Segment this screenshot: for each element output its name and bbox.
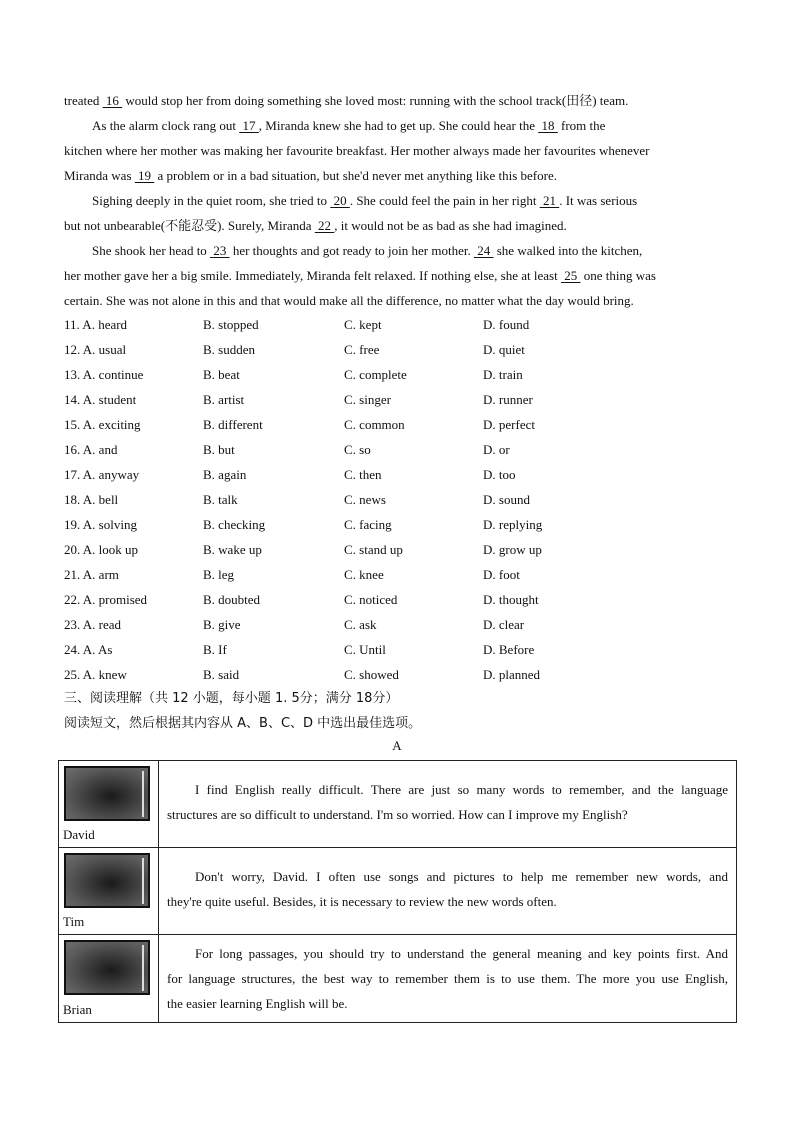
option-choice: C. facing	[344, 517, 392, 532]
avatar-cell	[59, 935, 159, 1023]
table-row	[59, 848, 737, 935]
option-choice: C. knee	[344, 567, 384, 582]
table-row	[59, 761, 737, 848]
option-row	[64, 537, 744, 562]
option-row	[64, 587, 744, 612]
option-choice: D. replying	[483, 517, 543, 532]
option-choice: D. runner	[483, 392, 533, 407]
blank-19: 19	[138, 168, 152, 183]
option-choice: B. doubted	[203, 592, 261, 607]
option-choice: C. complete	[344, 367, 407, 382]
passage-line: She shook her head to 23 her thoughts and got ready to join her mother. 24 she walked into the kitchen,	[92, 243, 643, 258]
option-choice: 21. A. arm	[64, 567, 119, 582]
option-choice: 17. A. anyway	[64, 467, 140, 482]
table-row	[59, 935, 737, 1023]
option-choice: D. sound	[483, 492, 530, 507]
option-choice: B. but	[203, 442, 235, 457]
option-row	[64, 562, 744, 587]
option-choice: 11. A. heard	[64, 317, 128, 332]
option-choice: B. leg	[203, 567, 235, 582]
option-choice: D. perfect	[483, 417, 535, 432]
option-row	[64, 412, 744, 437]
passage-line: treated 16 would stop her from doing something she loved most: running with the school track(田径) team.	[64, 93, 629, 108]
option-choice: B. wake up	[203, 542, 262, 557]
option-choice: D. found	[483, 317, 530, 332]
option-choice: C. singer	[344, 392, 391, 407]
section-instruction: 阅读短文，然后根据其内容从 A、B、C、D 中选出最佳选项。	[64, 716, 422, 731]
passage-line: her mother gave her a big smile. Immediately, Miranda felt relaxed. If nothing else, she at least 25 one thing was	[64, 268, 656, 283]
option-row	[64, 362, 744, 387]
section-heading: 三、阅读理解（共 12 小题，每小题 1. 5分；满分 18分）	[64, 691, 399, 706]
blank-18: 18	[541, 118, 555, 133]
blank-20: 20	[333, 193, 347, 208]
option-row	[64, 312, 744, 337]
option-choice: B. If	[203, 642, 227, 657]
option-choice: 15. A. exciting	[64, 417, 141, 432]
person-name: Tim	[63, 914, 85, 929]
option-choice: C. Until	[344, 642, 386, 657]
option-row	[64, 337, 744, 362]
passage-line: Sighing deeply in the quiet room, she tried to 20 . She could feel the pain in her right 21 . It was serious	[92, 193, 638, 208]
option-choice: B. talk	[203, 492, 238, 507]
option-choice: 13. A. continue	[64, 367, 144, 382]
option-choice: C. stand up	[344, 542, 403, 557]
option-choice: D. planned	[483, 667, 541, 682]
option-choice: D. Before	[483, 642, 535, 657]
option-choice: C. common	[344, 417, 405, 432]
option-choice: D. too	[483, 467, 516, 482]
option-choice: C. noticed	[344, 592, 398, 607]
option-choice: 18. A. bell	[64, 492, 119, 507]
option-choice: C. kept	[344, 317, 382, 332]
option-choice: B. checking	[203, 517, 266, 532]
option-row	[64, 512, 744, 537]
option-choice: 24. A. As	[64, 642, 113, 657]
reading-table	[58, 760, 737, 1023]
option-choice: C. free	[344, 342, 380, 357]
option-choice: 16. A. and	[64, 442, 118, 457]
blank-21: 21	[542, 193, 556, 208]
option-row	[64, 462, 744, 487]
person-name: David	[63, 827, 95, 842]
avatar	[64, 940, 150, 995]
passage-line: but not unbearable(不能忍受). Surely, Miranda 22 , it would not be as bad as she had imagined.	[64, 218, 567, 233]
option-choice: 12. A. usual	[64, 342, 127, 357]
blank-17: 17	[242, 118, 256, 133]
option-choice: C. then	[344, 467, 382, 482]
passage-line: As the alarm clock rang out 17 , Miranda knew she had to get up. She could hear the 18 from the	[92, 118, 606, 133]
option-choice: B. said	[203, 667, 240, 682]
passage-line: kitchen where her mother was making her favourite breakfast. Her mother always made her favourites whenever	[64, 143, 650, 158]
option-choice: B. again	[203, 467, 247, 482]
passage-label: A	[392, 738, 402, 753]
passage-line: certain. She was not alone in this and that would make all the difference, no matter what the day would bring.	[64, 293, 634, 308]
option-choice: D. train	[483, 367, 523, 382]
option-row	[64, 662, 744, 687]
option-choice: C. so	[344, 442, 371, 457]
option-choice: C. showed	[344, 667, 399, 682]
person-name: Brian	[63, 1002, 92, 1017]
message-cell: For long passages, you should try to understand the general meaning and key points first. And for language structures, the best way to remember them is to use them. The more you use English, the easier learning English will be.	[159, 935, 737, 1023]
option-choice: 20. A. look up	[64, 542, 139, 557]
option-choice: 14. A. student	[64, 392, 137, 407]
blank-25: 25	[564, 268, 578, 283]
option-row	[64, 637, 744, 662]
option-choice: B. artist	[203, 392, 245, 407]
message-cell: Don't worry, David. I often use songs and pictures to help me remember new words, and they're quite useful. Besides, it is necessary to review the new words often.	[159, 848, 737, 935]
blank-24: 24	[477, 243, 491, 258]
blank-23: 23	[213, 243, 227, 258]
option-choice: D. clear	[483, 617, 525, 632]
option-choice: D. foot	[483, 567, 520, 582]
option-choice: D. thought	[483, 592, 539, 607]
option-choice: 22. A. promised	[64, 592, 148, 607]
option-choice: D. or	[483, 442, 510, 457]
option-choice: B. give	[203, 617, 241, 632]
options-list	[64, 312, 744, 687]
option-choice: 25. A. knew	[64, 667, 127, 682]
option-choice: B. different	[203, 417, 263, 432]
option-row	[64, 612, 744, 637]
message-cell: I find English really difficult. There are just so many words to remember, and the language structures are so difficult to understand. I'm so worried. How can I improve my English?	[159, 761, 737, 848]
option-row	[64, 387, 744, 412]
avatar-cell	[59, 761, 159, 848]
blank-22: 22	[318, 218, 332, 233]
option-choice: D. grow up	[483, 542, 542, 557]
option-row	[64, 487, 744, 512]
option-choice: C. ask	[344, 617, 377, 632]
option-choice: 19. A. solving	[64, 517, 137, 532]
blank-16: 16	[105, 93, 119, 108]
avatar-cell	[59, 848, 159, 935]
option-choice: D. quiet	[483, 342, 525, 357]
avatar	[64, 853, 150, 908]
option-choice: 23. A. read	[64, 617, 122, 632]
option-choice: B. beat	[203, 367, 240, 382]
avatar	[64, 766, 150, 821]
cloze-passage	[64, 88, 730, 313]
option-choice: B. sudden	[203, 342, 255, 357]
passage-line: Miranda was 19 a problem or in a bad situation, but she'd never met anything like this before.	[64, 168, 557, 183]
option-choice: B. stopped	[203, 317, 259, 332]
option-choice: C. news	[344, 492, 386, 507]
option-row	[64, 437, 744, 462]
